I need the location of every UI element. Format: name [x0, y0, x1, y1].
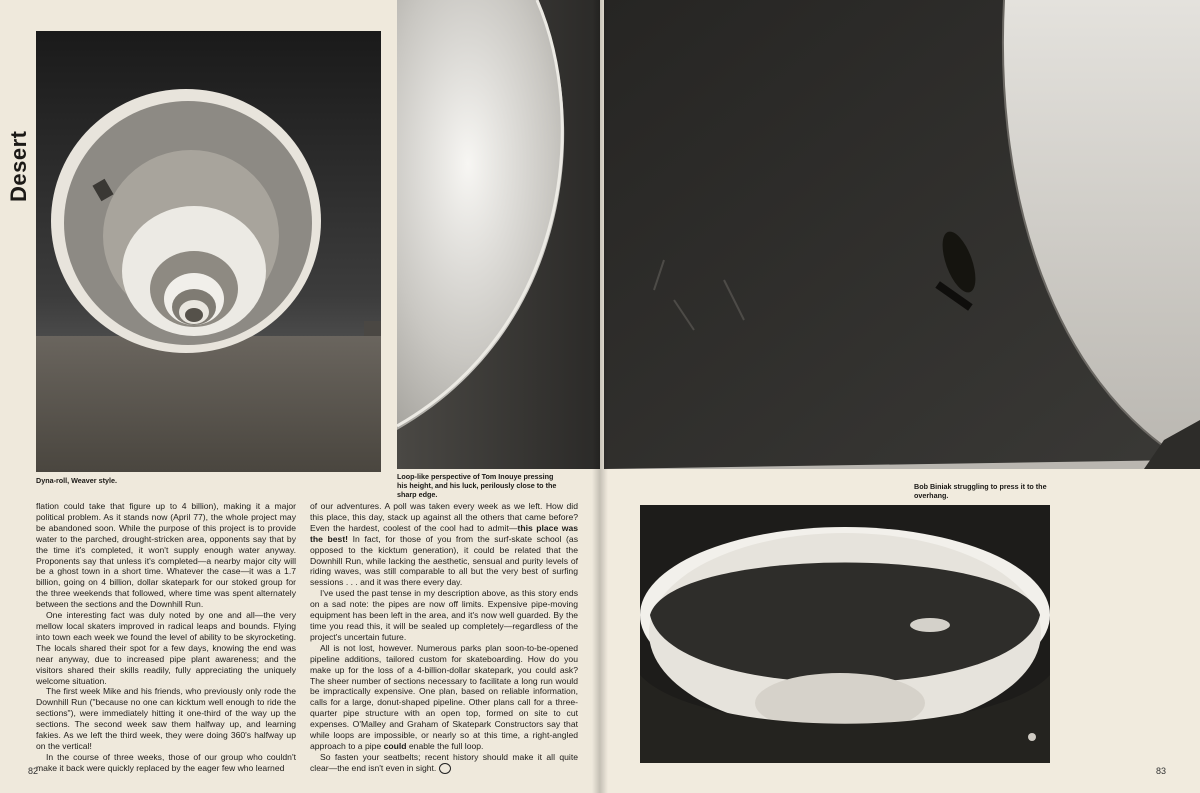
col2-paragraph-3	[310, 643, 578, 752]
photo-open-pipe	[640, 505, 1050, 763]
col1-paragraph-1: flation could take that figure up to 4 billion), making it a major political problem. As it stands now (April 77), the whole project may be abandoned soon. While the purpose of this project is to provide water to the parched, drought-stricken area, opponents say that by the time it's completed, it won't supply enough water anyway. Proponents say that unless it's completed—a nearby major city will be a ghost town in a short time. Whatever the case—it was a 1.7 billion, going on 4 billion, dollar skatepark for our stoked group for the three weekends that followed, where time was spent alternately between the sections and the Downhill Run.	[36, 501, 296, 610]
section-title: Desert	[6, 130, 31, 202]
col2-p1-text-a: of our adventures. A poll was taken every week as we left. How did this place, this day, stack up against all the others that came before? Even the hardest, coolest of the cool had to admit—	[310, 501, 578, 533]
col1-paragraph-2: One interesting fact was duly noted by one and all—the very mellow local skaters improved in radical leaps and bounds. Flying into town each week we found the level of ability to be skyrocketing. The locals shared their spot for a few days, knowing the end was near anyway, due to increased pipe plant awareness; and the visitors shared their skills readily, fully appreciating the uniquely welcome situation.	[36, 610, 296, 686]
caption-photo2: Loop-like perspective of Tom Inouye pressing his height, and his luck, perilously close to the sharp edge.	[397, 472, 557, 499]
page-number-left: 82	[28, 766, 39, 776]
col2-paragraph-1	[310, 501, 578, 588]
col2-paragraph-2: I've used the past tense in my description above, as this story ends on a sad note: the pipes are now off limits. Expensive pipe-moving equipment has been left in the area, and it's now well guarded. By the time you read this, it will be sealed up completely—regardless of the project's uncertain future.	[310, 588, 578, 642]
col2-p3-text-c: enable the full loop.	[406, 740, 484, 751]
photo-skater-pipe	[604, 0, 1200, 469]
page-number-right: 83	[1156, 766, 1167, 776]
end-mark-icon	[439, 763, 451, 774]
col2-p1-text-c: In fact, for those of you from the surf-skate school (as opposed to the kicktum generation), it could be related that the Downhill Run, while lacking the aesthetic, sensual and purity levels of riding waves, was still comparable to all but the very best of surfing sessions . . . and it was there every day.	[310, 533, 578, 588]
col2-paragraph-4	[310, 752, 578, 774]
col2-p4-text: So fasten your seatbelts; recent history should make it all quite clear—the end isn't even in sight.	[310, 751, 578, 773]
caption-photo3: Bob Biniak struggling to press it to the overhang.	[914, 482, 1047, 500]
col1-paragraph-4: In the course of three weeks, those of our group who couldn't make it back were quickly replaced by the eager few who learned	[36, 751, 296, 773]
col1-paragraph-3: The first week Mike and his friends, who previously only rode the Downhill Run ("because no one can kicktum well enough to ride the sections"), were immediately hitting it one-third of the way up the sections. The second week saw them halfway up, and learning fakies. As we left the third week, they were doing 360's halfway up on the vertical!	[36, 686, 296, 751]
text-column-1	[36, 501, 296, 774]
col2-p3-text-a: All is not lost, however. Numerous parks plan soon-to-be-opened pipeline additions, tailored custom for skateboarding. How do you make up for the loss of a 4-billion-dollar skatepark, you could ask? The sheer number of sections necessary to facilitate a long run would be impractically expensive. One plan, based on reliable information, calls for a large, donut-shaped pipeline. Other plans call for a three-quarter pipe structure with an open top, formed on site to cut expenses. O'Malley and Graham of Skatepark Constructors say that while loops are impossible, or nearly so at this time, a right-angled approach to a pipe	[310, 642, 578, 751]
spread-gutter	[592, 0, 608, 793]
text-column-2	[310, 501, 578, 774]
photo-pipe-wall	[397, 0, 600, 469]
col2-p1-emphasis: this place was the best!	[310, 522, 578, 544]
caption-photo1: Dyna-roll, Weaver style.	[36, 476, 117, 485]
photo-pipe-tunnel	[36, 31, 381, 472]
col2-p3-emphasis: could	[383, 740, 407, 751]
